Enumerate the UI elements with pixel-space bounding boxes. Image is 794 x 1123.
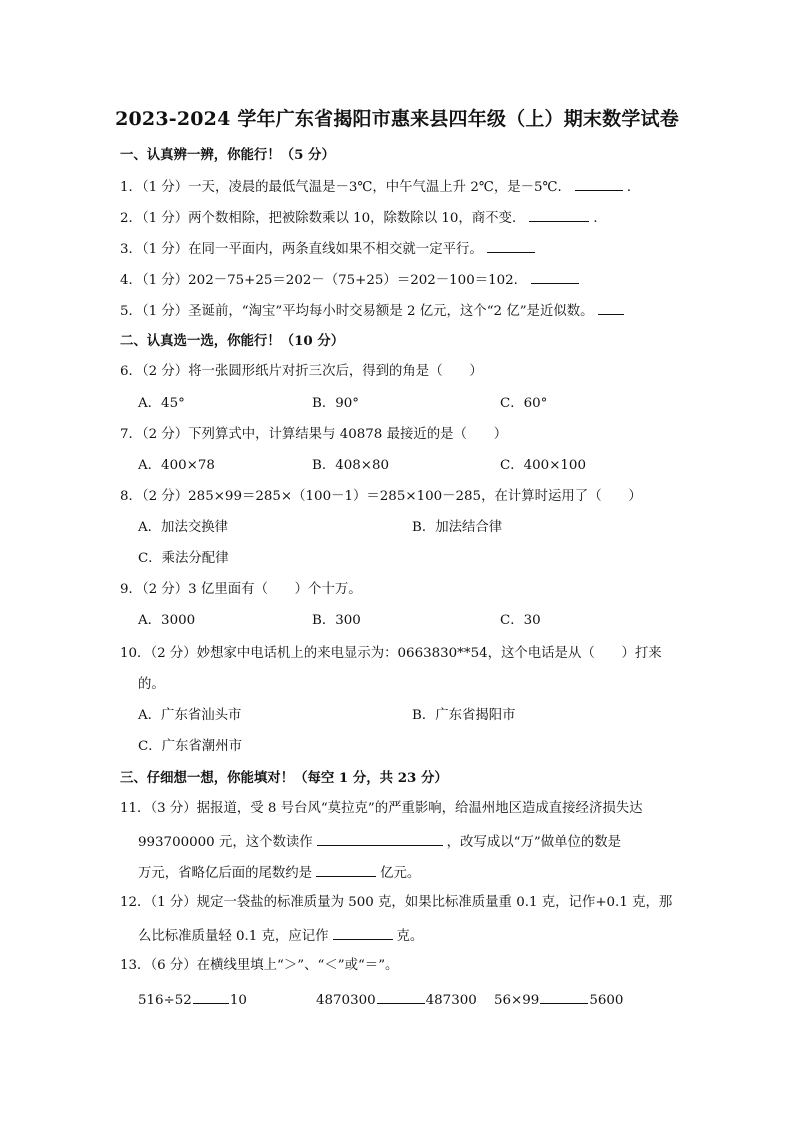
question-12-line-2-start: 么比标准质量轻 0.1 克，应记作 [138,929,329,944]
answer-blank-2[interactable] [529,208,589,222]
section-2-heading: 二、认真选一选，你能行！（10 分） [120,333,345,349]
question-11-line-2-start: 993700000 元，这个数读作 [138,835,313,850]
question-8: 8．（2 分）285×99＝285×（100－1）＝285×100－285，在计算时运用了（ ） [120,489,642,504]
question-12-line-1: 12．（1 分）规定一袋盐的标准质量为 500 克，如果比标准质量重 0.1 克，记作+0.1 克，那 [120,895,673,910]
expr-2-right: 487300 [425,993,477,1008]
answer-blank-13b[interactable] [377,990,425,1004]
question-9: 9．（2 分）3 亿里面有（ ）个十万。 [120,582,362,597]
question-12-line-2 [138,926,423,946]
question-8-option-b[interactable]: B．加法结合律 [412,520,503,535]
question-11-line-1: 11．（3 分）据报道，受 8 号台风“莫拉克”的严重影响，给温州地区造成直接经济损失达 [120,801,643,816]
answer-blank-11b[interactable] [316,863,376,877]
question-6-option-a[interactable]: A．45° [138,396,185,411]
question-10-option-a[interactable]: A．广东省汕头市 [138,708,242,723]
question-1-text: 1．（1 分）一天，凌晨的最低气温是－3℃，中午气温上升 2℃，是－5℃． [120,180,571,195]
question-5 [120,301,628,321]
question-13-expr-3 [494,990,623,1010]
answer-blank-13c[interactable] [540,990,588,1004]
question-7-option-a[interactable]: A．400×78 [138,458,215,473]
answer-blank-11a[interactable] [317,832,443,846]
question-8-option-c[interactable]: C．乘法分配律 [138,551,229,566]
question-10-option-c[interactable]: C．广东省潮州市 [138,739,242,754]
expr-1-right: 10 [229,993,247,1008]
question-9-option-b[interactable]: B．300 [312,613,361,628]
question-2-end: ． [593,211,607,226]
question-11-line-2 [138,832,621,852]
question-13: 13．（6 分）在横线里填上“＞”、“＜”或“＝”。 [120,958,399,973]
exam-title: 2023-2024 学年广东省揭阳市惠来县四年级（上）期末数学试卷 [115,108,679,130]
question-7-option-c[interactable]: C．400×100 [500,458,586,473]
question-11-line-3 [138,863,420,883]
question-10-line-2: 的。 [138,677,165,692]
question-3 [120,239,539,259]
expr-1-left: 516÷52 [138,993,192,1008]
question-1-end: ． [626,180,641,195]
question-1 [120,177,640,197]
question-7: 7．（2 分）下列算式中，计算结果与 40878 最接近的是（ ） [120,427,508,442]
question-11-line-3-end: 亿元。 [380,866,421,881]
answer-blank-13a[interactable] [193,990,229,1004]
answer-blank-3[interactable] [487,239,535,253]
expr-3-right: 5600 [589,993,624,1008]
question-11-line-3-start: 万元，省略亿后面的尾数约是 [138,866,313,881]
question-12-line-2-end: 克。 [396,929,424,944]
question-11-line-2-end: ，改写成以“万”做单位的数是 [446,835,622,850]
question-2-text: 2．（1 分）两个数相除，把被除数乘以 10，除数除以 10，商不变． [120,211,526,226]
answer-blank-5[interactable] [598,301,624,315]
question-4-text: 4．（1 分）202－75+25＝202－（75+25）＝202－100＝102． [120,273,528,288]
expr-2-left: 4870300 [316,993,376,1008]
question-5-text: 5．（1 分）圣诞前，“淘宝”平均每小时交易额是 2 亿元，这个“2 亿”是近似数。 [120,304,594,319]
question-6-option-c[interactable]: C．60° [500,396,548,411]
question-9-option-a[interactable]: A．3000 [138,613,196,628]
question-13-expr-1 [138,990,247,1010]
section-1-heading: 一、认真辨一辨，你能行！（5 分） [120,147,335,163]
answer-blank-1[interactable] [575,177,623,191]
question-6-option-b[interactable]: B．90° [312,396,359,411]
question-7-option-b[interactable]: B．408×80 [312,458,390,473]
question-13-expr-2 [316,990,477,1010]
answer-blank-12[interactable] [333,926,393,940]
question-6: 6．（2 分）将一张圆形纸片对折三次后，得到的角是（ ） [120,364,483,379]
question-2 [120,208,607,228]
question-3-text: 3．（1 分）在同一平面内，两条直线如果不相交就一定平行。 [120,242,483,257]
question-10-line-1: 10．（2 分）妙想家中电话机上的来电显示为：0663830**54，这个电话是从（ ）打来 [120,646,662,661]
question-4 [120,270,583,290]
section-3-heading: 三、仔细想一想，你能填对！（每空 1 分，共 23 分） [120,770,448,786]
question-9-option-c[interactable]: C．30 [500,613,541,628]
answer-blank-4[interactable] [531,270,579,284]
question-8-option-a[interactable]: A．加法交换律 [138,520,229,535]
expr-3-left: 56×99 [494,993,540,1008]
question-10-option-b[interactable]: B．广东省揭阳市 [412,708,516,723]
